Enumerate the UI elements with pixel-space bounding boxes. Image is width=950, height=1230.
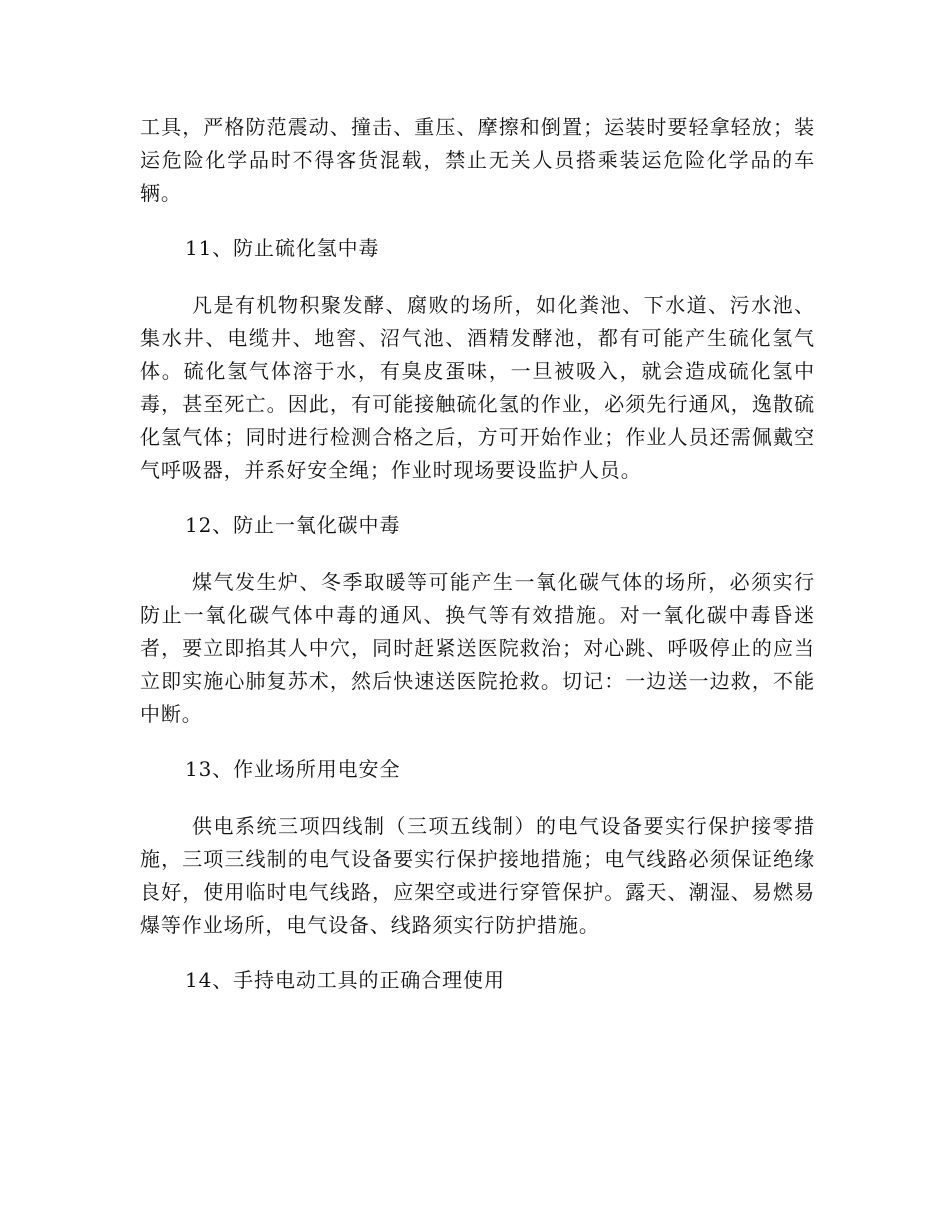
- heading-12-carbon-monoxide: 12、防止一氧化碳中毒: [185, 513, 401, 537]
- heading-11-hydrogen-sulfide: 11、防止硫化氢中毒: [185, 236, 380, 260]
- paragraph-transport-continuation: 工具，严格防范震动、撞击、重压、摩擦和倒置；运装时要轻拿轻放；装运危险化学品时不得客货混载，禁止无关人员搭乘装运危险化学品的车辆。: [140, 115, 815, 205]
- paragraph-hydrogen-sulfide: 凡是有机物积聚发酵、腐败的场所，如化粪池、下水道、污水池、集水井、电缆井、地窖、沼气池、酒精发酵池，都有可能产生硫化氢气体。硫化氢气体溶于水，有臭皮蛋味，一旦被吸入，就会造成硫化氢中毒，甚至死亡。因此，有可能接触硫化氢的作业，必须先行通风，逸散硫化氢气体；同时进行检测合格之后，方可开始作业；作业人员还需佩戴空气呼吸器，并系好安全绳；作业时现场要设监护人员。: [140, 293, 815, 482]
- paragraph-electrical-safety: 供电系统三项四线制（三项五线制）的电气设备要实行保护接零措施，三项三线制的电气设备要实行保护接地措施；电气线路必须保证绝缘良好，使用临时电气线路，应架空或进行穿管保护。露天、潮湿、易燃易爆等作业场所，电气设备、线路须实行防护措施。: [140, 814, 815, 937]
- heading-13-electrical-safety: 13、作业场所用电安全: [185, 757, 401, 781]
- heading-14-handheld-power-tools: 14、手持电动工具的正确合理使用: [185, 968, 505, 992]
- document-content: [140, 111, 815, 997]
- paragraph-carbon-monoxide: 煤气发生炉、冬季取暖等可能产生一氧化碳气体的场所，必须实行防止一氧化碳气体中毒的通风、换气等有效措施。对一氧化碳中毒昏迷者，要立即掐其人中穴，同时赶紧送医院救治；对心跳、呼吸停止的应当立即实施心肺复苏术，然后快速送医院抢救。切记：一边送一边救，不能中断。: [140, 570, 815, 726]
